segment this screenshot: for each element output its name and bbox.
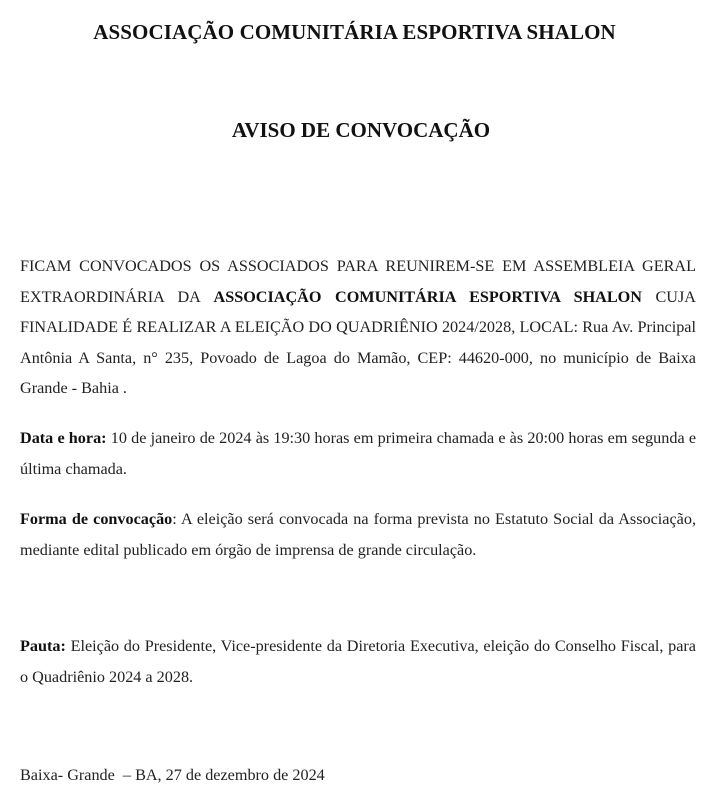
convocation-form-paragraph <box>20 504 696 565</box>
association-name: ASSOCIAÇÃO COMUNITÁRIA ESPORTIVA SHALON <box>213 287 642 306</box>
date-time-paragraph <box>20 423 696 484</box>
convocation-purpose: CUJA FINALIDADE É REALIZAR A ELEIÇÃO DO QUADRIÊNIO 2024/2028, LOCAL: Rua Av. Principal Antônia A Santa, n° 235, Povoado de Lagoa do Mamão, CEP: 44620-000, no município de Baixa Grande - Bahia . <box>20 287 696 397</box>
agenda-text: Eleição do Presidente, Vice-presidente da Diretoria Executiva, eleição do Conselho Fiscal, para o Quadriênio 2024 a 2028. <box>20 637 696 686</box>
convocation-form-label: Forma de convocação <box>20 510 173 528</box>
convocation-intro: FICAM CONVOCADOS OS ASSOCIADOS PARA REUNIREM-SE EM ASSEMBLEIA GERAL EXTRAORDINÁRIA DA <box>20 257 696 306</box>
convocation-form-text: : A eleição será convocada na forma prevista no Estatuto Social da Associação, mediante edital publicado em órgão de imprensa de grande circulação. <box>20 510 696 559</box>
agenda-paragraph <box>20 631 696 692</box>
agenda-label: Pauta: <box>20 637 66 655</box>
organization-title: ASSOCIAÇÃO COMUNITÁRIA ESPORTIVA SHALON <box>93 20 616 44</box>
notice-title: AVISO DE CONVOCAÇÃO <box>231 118 491 142</box>
convocation-paragraph <box>20 251 696 404</box>
date-time-label: Data e hora: <box>20 429 107 447</box>
date-time-text: 10 de janeiro de 2024 às 19:30 horas em primeira chamada e às 20:00 horas em segunda e última chamada. <box>20 429 696 478</box>
place-date: Baixa- Grande – BA, 27 de dezembro de 2024 <box>20 766 325 784</box>
